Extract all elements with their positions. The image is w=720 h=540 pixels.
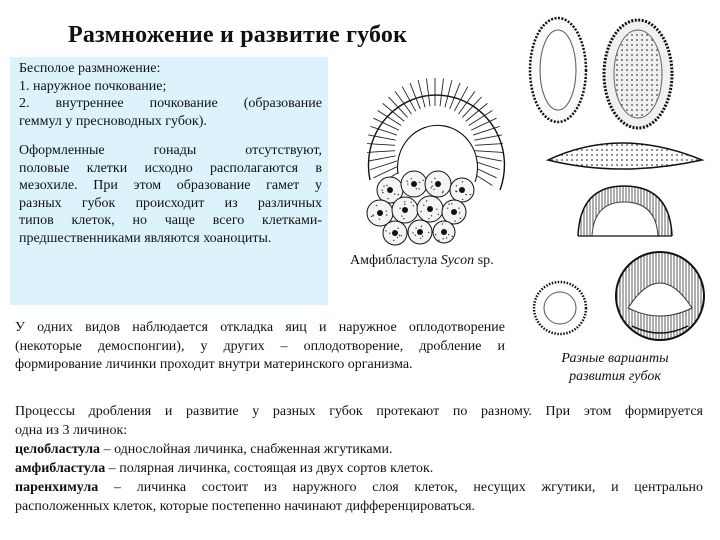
- granule-dot: [379, 218, 380, 219]
- granule-dot: [438, 214, 439, 215]
- granule-dot: [451, 203, 452, 204]
- gonads-line-3: мезохиле. При этом образование гамет у: [19, 178, 322, 193]
- caption-prefix: Амфибластула: [350, 253, 441, 268]
- granule-dot: [431, 181, 432, 182]
- granule-dot: [371, 216, 372, 217]
- larva-oval-left: [530, 18, 586, 122]
- asexual-reproduction-box: [10, 57, 328, 305]
- amphiblastula-sycon-illustration: [350, 70, 520, 250]
- granule-dot: [399, 208, 400, 209]
- granule-dot: [385, 230, 386, 231]
- variants-caption-line-2: развития губок: [569, 369, 661, 384]
- granule-dot: [435, 234, 436, 235]
- parenchymula-term: паренхимула: [15, 480, 99, 495]
- cleavage-line-1: Процессы дробления и развитие у разных губок протекают по разному. При этом формируется: [15, 404, 703, 419]
- amphiblastula-term: амфибластула: [15, 461, 106, 476]
- granule-dot: [454, 220, 455, 221]
- granule-dot: [393, 240, 394, 241]
- flagellated-cell-stroke: [440, 79, 444, 107]
- larva-radial-amphiblastula: [616, 252, 704, 340]
- granule-dot: [404, 204, 405, 205]
- granule-dot: [387, 198, 388, 199]
- granule-dot: [389, 232, 390, 233]
- flagellated-cell-stroke: [462, 97, 481, 117]
- granule-dot: [462, 199, 463, 200]
- granule-dot: [372, 214, 373, 215]
- coeloblastula-definition: [15, 440, 703, 459]
- granule-dot: [419, 182, 420, 183]
- granule-dot: [442, 223, 443, 224]
- granule-dot: [448, 203, 449, 204]
- granule-dot: [403, 218, 404, 219]
- granule-dot: [376, 205, 377, 206]
- gonads-line-2: половые клетки исходно располагаются в: [19, 160, 322, 176]
- granule-dot: [406, 181, 407, 182]
- flagellated-cell-stroke: [475, 144, 503, 146]
- granule-dot: [416, 188, 417, 189]
- granule-dot: [434, 178, 435, 179]
- flagellated-cell-stroke: [466, 103, 488, 121]
- asexual-heading: Бесполое размножение:: [19, 61, 161, 76]
- granule-dot: [421, 226, 422, 227]
- granule-dot: [422, 236, 423, 237]
- granule-dot: [398, 194, 399, 195]
- granule-dot: [436, 209, 437, 210]
- granule-dot: [410, 202, 411, 203]
- granule-dot: [428, 232, 429, 233]
- granule-dot: [404, 201, 405, 202]
- granule-dot: [399, 235, 400, 236]
- granule-dot: [415, 234, 416, 235]
- larva-flattened: [548, 143, 702, 169]
- granule-dot: [462, 181, 463, 182]
- granule-dot: [460, 218, 461, 219]
- variants-caption: [540, 350, 690, 386]
- granule-dot: [382, 192, 383, 193]
- flagellated-cell-stroke: [426, 79, 430, 107]
- caption-genus: Sycon: [440, 253, 475, 268]
- granule-dot: [442, 192, 443, 193]
- granule-dot: [470, 194, 471, 195]
- flagellated-cell-stroke: [445, 80, 452, 107]
- cleavage-line-2: одна из 3 личинок:: [15, 423, 128, 438]
- granule-dot: [401, 235, 402, 236]
- fertilization-line-2: (некоторые демоспонгии), у других – оплодотворение, дробление и: [15, 338, 505, 354]
- parenchymula-definition: [15, 478, 703, 497]
- gonads-line-5: типов клеток, но чаще всего клетками-: [19, 213, 322, 228]
- parenchymula-text-line-1: – личинка состоит из наружного слоя клеток, несущих жгутики, и центрально: [98, 480, 703, 495]
- parenchymula-text-line-2: расположенных клеток, которые постепенно начинают дифференцироваться.: [15, 499, 476, 514]
- granule-dot: [458, 207, 459, 208]
- granule-dot: [415, 227, 416, 228]
- flagellated-cell-stroke: [367, 151, 395, 153]
- granule-dot: [426, 200, 427, 201]
- granule-dot: [383, 186, 384, 187]
- flagellated-cell-stroke: [475, 151, 503, 153]
- granule-dot: [413, 205, 414, 206]
- asexual-item-1: 1. наружное почкование;: [19, 78, 167, 94]
- granule-dot: [456, 191, 457, 192]
- page-title: Размножение и развитие губок: [68, 22, 408, 48]
- granule-dot: [386, 210, 387, 211]
- granule-dot: [420, 211, 421, 212]
- granule-dot: [438, 240, 439, 241]
- granule-dot: [465, 194, 466, 195]
- amphiblastula-definition: [15, 459, 703, 478]
- fertilization-line-1: У одних видов наблюдается откладка яиц и наружное оплодотворение: [15, 320, 505, 335]
- flagellated-cell-stroke: [395, 91, 411, 114]
- granule-dot: [433, 189, 434, 190]
- amphiblastula-caption: [350, 253, 540, 269]
- granule-dot: [411, 178, 412, 179]
- granule-dot: [407, 183, 408, 184]
- granule-dot: [394, 193, 395, 194]
- granule-dot: [431, 185, 432, 186]
- granule-dot: [459, 212, 460, 213]
- granule-dot: [446, 237, 447, 238]
- granule-dot: [397, 237, 398, 238]
- amphiblastula-text: – полярная личинка, состоящая из двух сортов клеток.: [105, 461, 434, 476]
- granule-dot: [386, 214, 387, 215]
- coeloblastula-term: целобластула: [15, 442, 101, 457]
- gonads-line-4: разных губок происходит из различных: [19, 195, 322, 211]
- granule-dot: [428, 218, 429, 219]
- fertilization-line-3: формирование личинки проходит внутри материнского организма.: [15, 357, 413, 372]
- development-variants-illustration: [520, 8, 720, 348]
- gonads-line-1: Оформленные гонады отсутствуют,: [19, 143, 322, 158]
- coeloblastula-text: – однослойная личинка, снабженная жгутиками.: [100, 442, 393, 457]
- flagellated-cell-stroke: [368, 135, 396, 140]
- asexual-item-2-line-1: 2. внутреннее почкование (образование: [19, 96, 322, 111]
- granule-dot: [386, 185, 387, 186]
- granule-dot: [422, 180, 423, 181]
- variants-caption-line-1: Разные варианты: [561, 351, 669, 366]
- asexual-reproduction-text: [19, 60, 322, 130]
- larva-cup-stage: [578, 186, 672, 236]
- granule-dot: [447, 207, 448, 208]
- flagellated-cell-stroke: [410, 83, 420, 109]
- cleavage-paragraph: [15, 402, 703, 516]
- granule-dot: [431, 215, 432, 216]
- granule-dot: [431, 187, 432, 188]
- granule-dot: [412, 232, 413, 233]
- granule-dot: [382, 190, 383, 191]
- flagellated-cell-stroke: [418, 80, 425, 107]
- granule-dot: [419, 188, 420, 189]
- granule-dot: [442, 191, 443, 192]
- larva-small-blastula: [534, 282, 586, 334]
- fertilization-paragraph: [15, 319, 505, 375]
- granule-dot: [448, 234, 449, 235]
- granule-dot: [423, 205, 424, 206]
- granule-dot: [452, 236, 453, 237]
- granule-dot: [420, 238, 421, 239]
- flagellated-cell-stroke: [368, 156, 396, 161]
- gonads-paragraph: [19, 142, 322, 247]
- asexual-item-2-line-2: геммул у пресноводных губок).: [19, 113, 207, 129]
- flagellated-cell-stroke: [474, 156, 502, 161]
- granule-dot: [443, 238, 444, 239]
- gonads-line-6: предшественниками являются хоаноциты.: [19, 230, 272, 246]
- granule-dot: [397, 228, 398, 229]
- caption-suffix: sp.: [474, 253, 494, 268]
- flagellated-cell-stroke: [450, 83, 460, 109]
- larva-oval-right: [604, 20, 672, 128]
- flagellated-cell-stroke: [454, 87, 467, 112]
- granule-dot: [401, 215, 402, 216]
- granule-dot: [456, 185, 457, 186]
